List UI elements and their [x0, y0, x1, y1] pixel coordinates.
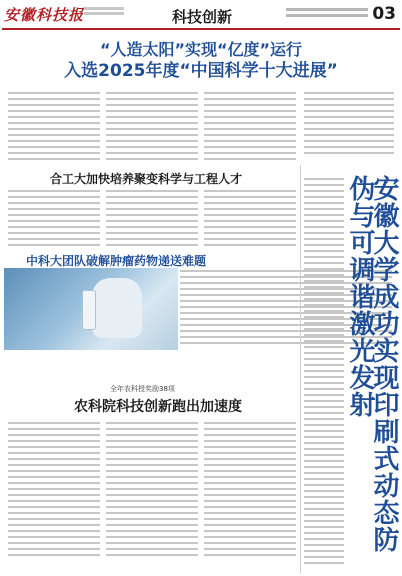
masthead-rule	[2, 28, 400, 30]
story4-body-col3	[204, 422, 296, 560]
lead-headline	[10, 40, 392, 82]
page-number: 03	[372, 4, 396, 24]
lead-headline-line1: “人造太阳”实现“亿度”运行	[99, 40, 303, 59]
logo-subtitle	[84, 7, 124, 21]
newspaper-logo: 安徽科技报	[4, 6, 85, 24]
story4-body-col2	[106, 422, 198, 560]
sidebar-divider	[300, 165, 301, 573]
masthead	[0, 0, 402, 30]
lead-body-col3	[204, 92, 296, 164]
story4-kicker: 全年农科授奖励38项	[110, 385, 175, 393]
story3-headline: 中科大团队破解肿瘤药物递送难题	[26, 254, 207, 268]
sidebar-vertical-headline: 安徽大学成功实现印刷式动态防伪与可调谐激光发射	[345, 175, 399, 553]
gloved-hand-shape	[92, 278, 142, 338]
story4-headline: 农科院科技创新跑出加速度	[74, 399, 242, 415]
lead-body-col1	[8, 92, 100, 164]
story4-body-col1	[8, 422, 100, 560]
sidebar-body	[304, 178, 344, 568]
issue-meta	[286, 8, 368, 20]
story2-body-col1	[8, 190, 100, 250]
section-title: 科技创新	[172, 8, 233, 26]
lab-photo	[4, 268, 178, 350]
lead-body-col4	[304, 92, 394, 158]
story2-body-col2	[106, 190, 198, 250]
story2-body-col3	[204, 190, 296, 250]
lead-body-col2	[106, 92, 198, 164]
lead-headline-line2: 入选2025年度“中国科学十大进展”	[64, 61, 338, 81]
vial-shape	[82, 290, 96, 330]
story2-headline: 合工大加快培养聚变科学与工程人才	[50, 172, 243, 186]
